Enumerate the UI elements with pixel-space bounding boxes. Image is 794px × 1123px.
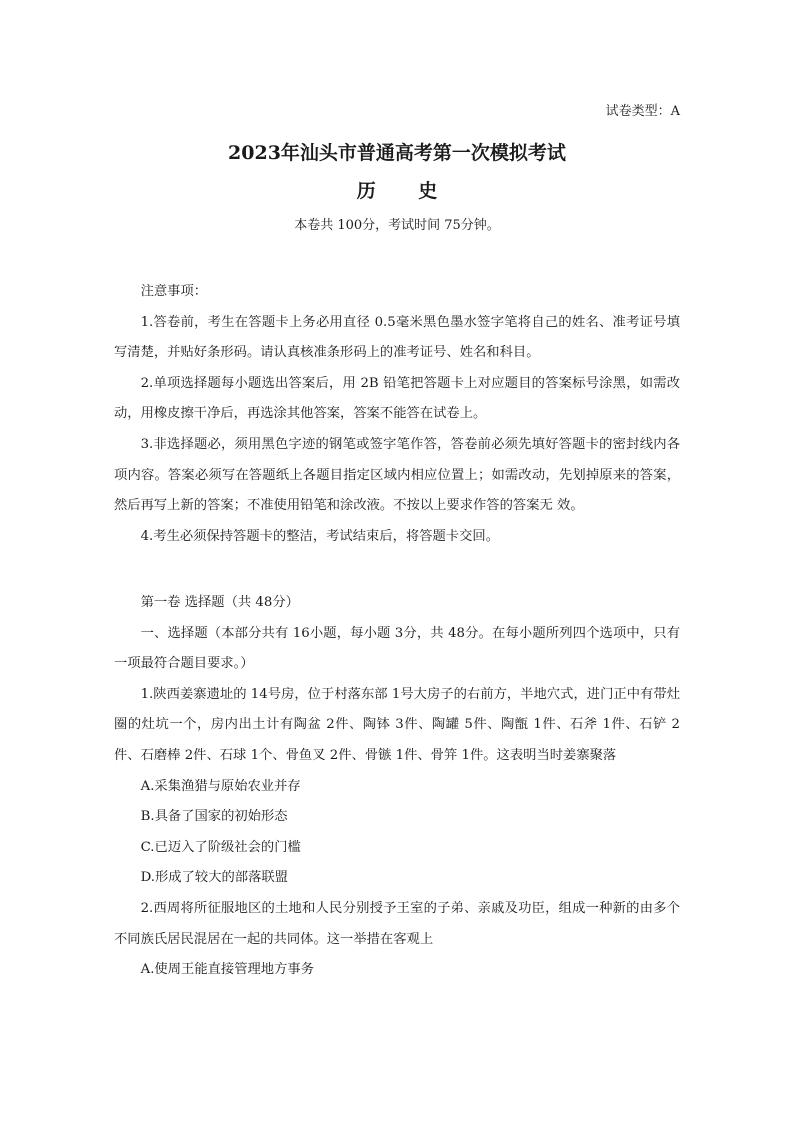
part-title: 第一卷 选择题（共 48分） — [140, 595, 299, 610]
exam-type-label: 试卷类型：A — [605, 104, 680, 119]
notice-section — [114, 277, 680, 552]
notice-item: 1.答卷前，考生在答题卡上务必用直径 0.5毫米黑色墨水签字笔将自己的姓名、准考证号填写清楚，并贴好条形码。请认真核准条形码上的准考证号、姓名和科目。 — [114, 314, 680, 361]
question-option: C.已迈入了阶级社会的门槛 — [140, 839, 301, 855]
question-stem: 2.西周将所征服地区的土地和人民分别授予王室的子弟、亲戚及功臣，组成一种新的由多个不同族氏居民混居在一起的共同体。这一举措在客观上 — [114, 900, 680, 947]
section-instruction: 一、选择题（本部分共有 16小题，每小题 3分，共 48分。在每小题所列四个选项中，只有一项最符合题目要求。） — [114, 625, 680, 672]
question-option: A.采集渔猎与原始农业并存 — [140, 778, 301, 794]
exam-info: 本卷共 100分，考试时间 75分钟。 — [294, 218, 500, 233]
notice-heading: 注意事项： — [140, 284, 208, 299]
exam-title: 2023年汕头市普通高考第一次模拟考试 — [228, 142, 566, 164]
question-stem: 1.陕西姜寨遗址的 14号房，位于村落东部 1号大房子的右前方，半地穴式，进门正中有带灶圈的灶坑一个，房内出土计有陶盆 2件、陶钵 3件、陶罐 5件、陶甑 1件、石斧 1件、石铲 2件、石磨棒 2件、石球 1个、骨鱼叉 2件、骨镞 1件、骨笄 1件。这表明当时姜寨聚落 — [114, 686, 680, 763]
question-option: B.具备了国家的初始形态 — [140, 809, 288, 825]
subject-title: 历 史 — [356, 180, 456, 202]
notice-item: 4.考生必须保持答题卡的整洁，考试结束后，将答题卡交回。 — [140, 528, 499, 544]
question-option: D.形成了较大的部落联盟 — [140, 870, 288, 886]
choice-section — [114, 588, 680, 986]
notice-item: 3.非选择题必，须用黑色字迹的钢笔或签字笔作答，答卷前必须先填好答题卡的密封线内各项内容。答案必须写在答题纸上各题目指定区域内相应位置上；如需改动，先划掉原来的答案，然后再写上新的答案；不准使用铅笔和涂改液。不按以上要求作答的答案无 效。 — [114, 436, 680, 514]
notice-item: 2.单项选择题每小题选出答案后，用 2B 铅笔把答题卡上对应题目的答案标号涂黑，如需改动，用橡皮擦干净后，再选涂其他答案，答案不能答在试卷上。 — [114, 375, 680, 422]
question-option: A.使周王能直接管理地方事务 — [140, 962, 314, 978]
